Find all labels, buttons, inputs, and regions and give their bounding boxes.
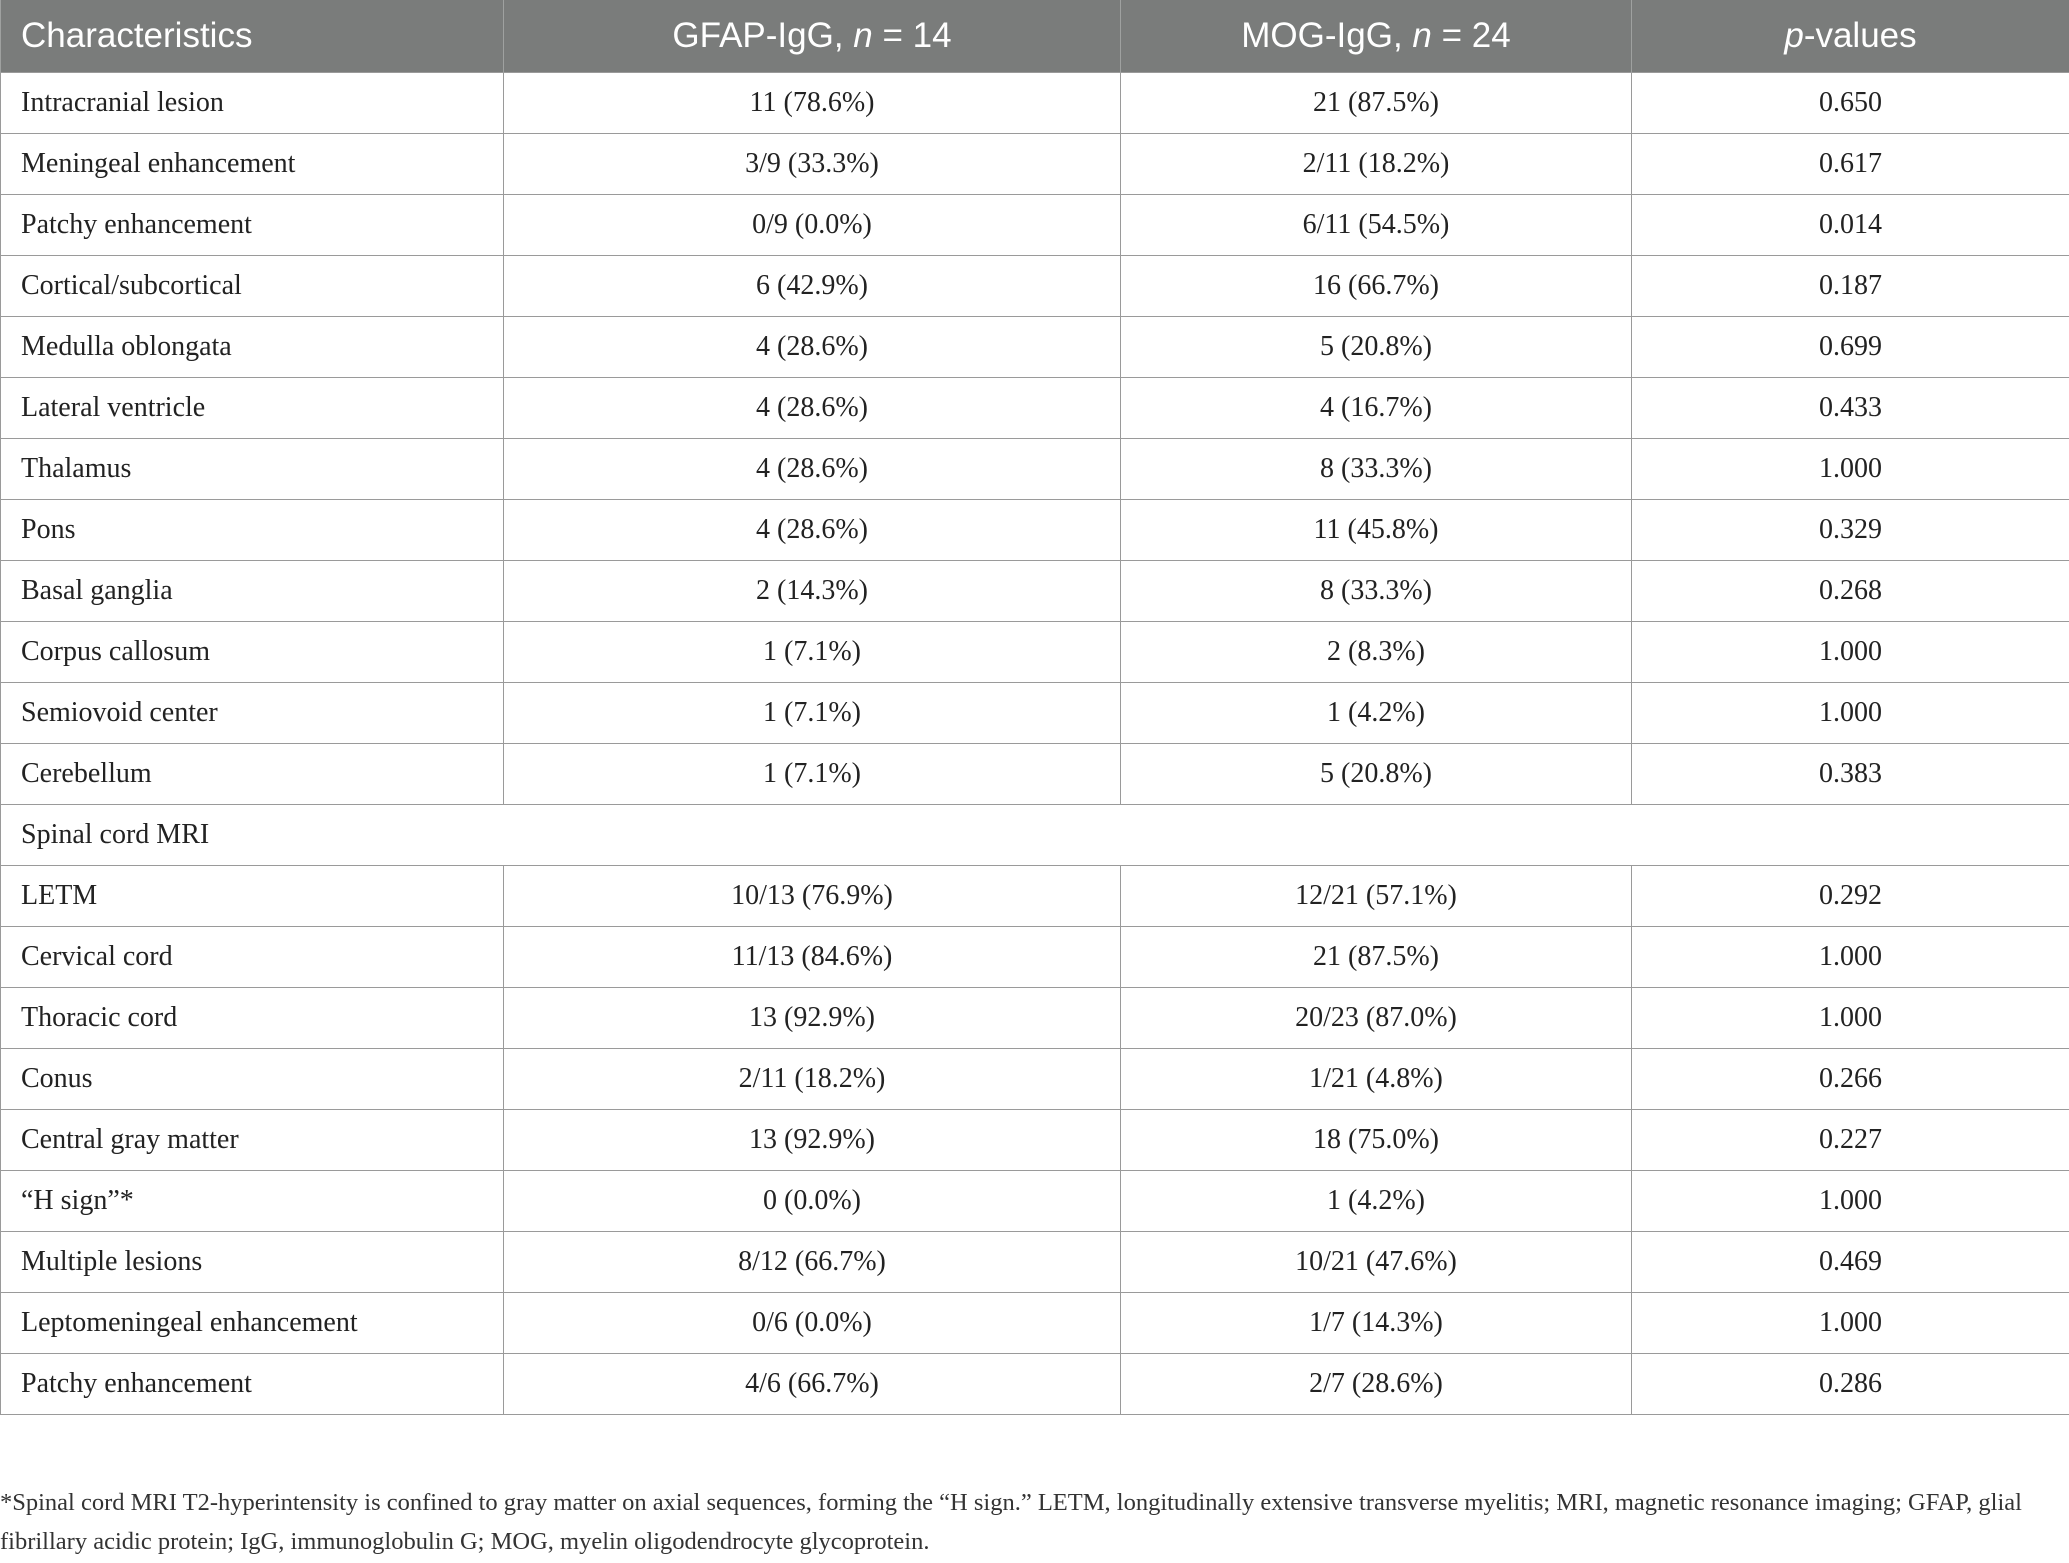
- cell-p-value: 0.014: [1632, 195, 2069, 256]
- cell-p-value: 1.000: [1632, 439, 2069, 500]
- table-row: [1, 378, 2069, 439]
- cell-p-value: 0.227: [1632, 1110, 2069, 1171]
- cell-characteristic: Corpus callosum: [1, 622, 504, 683]
- table-row: [1, 317, 2069, 378]
- cell-mog-igg: 20/23 (87.0%): [1121, 988, 1632, 1049]
- table-row: [1, 744, 2069, 805]
- table-body: [1, 73, 2069, 1415]
- cell-mog-igg: 1 (4.2%): [1121, 1171, 1632, 1232]
- cell-gfap-igg: 0 (0.0%): [504, 1171, 1121, 1232]
- table-row: [1, 73, 2069, 134]
- cell-characteristic: Semiovoid center: [1, 683, 504, 744]
- table-row: [1, 1354, 2069, 1415]
- table-row: [1, 1232, 2069, 1293]
- cell-p-value: 0.292: [1632, 866, 2069, 927]
- cell-gfap-igg: 11 (78.6%): [504, 73, 1121, 134]
- cell-characteristic: Central gray matter: [1, 1110, 504, 1171]
- cell-gfap-igg: 3/9 (33.3%): [504, 134, 1121, 195]
- table-footnote: *Spinal cord MRI T2-hyperintensity is confined to gray matter on axial sequences, forming the “H sign.” LETM, longitudinally extensive transverse myelitis; MRI, magnetic resonance imaging; GFAP, glial fibrillary acidic protein; IgG, immunoglobulin G; MOG, myelin oligodendrocyte glycoprotein.: [0, 1489, 2022, 1555]
- cell-gfap-igg: 4/6 (66.7%): [504, 1354, 1121, 1415]
- cell-gfap-igg: 6 (42.9%): [504, 256, 1121, 317]
- cell-characteristic: Basal ganglia: [1, 561, 504, 622]
- cell-characteristic: “H sign”*: [1, 1171, 504, 1232]
- cell-gfap-igg: 4 (28.6%): [504, 317, 1121, 378]
- cell-mog-igg: 5 (20.8%): [1121, 744, 1632, 805]
- cell-mog-igg: 6/11 (54.5%): [1121, 195, 1632, 256]
- cell-characteristic: Lateral ventricle: [1, 378, 504, 439]
- cell-gfap-igg: 0/6 (0.0%): [504, 1293, 1121, 1354]
- cell-characteristic: Cortical/subcortical: [1, 256, 504, 317]
- cell-gfap-igg: 2/11 (18.2%): [504, 1049, 1121, 1110]
- cell-p-value: 0.469: [1632, 1232, 2069, 1293]
- table-row: [1, 1049, 2069, 1110]
- cell-gfap-igg: 2 (14.3%): [504, 561, 1121, 622]
- cell-mog-igg: 2/11 (18.2%): [1121, 134, 1632, 195]
- cell-characteristic: Patchy enhancement: [1, 195, 504, 256]
- cell-characteristic: Leptomeningeal enhancement: [1, 1293, 504, 1354]
- cell-gfap-igg: 1 (7.1%): [504, 683, 1121, 744]
- header-p-values: p-values: [1632, 0, 2069, 73]
- cell-gfap-igg: 13 (92.9%): [504, 988, 1121, 1049]
- header-characteristics: Characteristics: [1, 0, 504, 73]
- table-row: [1, 134, 2069, 195]
- table-row: [1, 1293, 2069, 1354]
- table-row: [1, 683, 2069, 744]
- cell-mog-igg: 10/21 (47.6%): [1121, 1232, 1632, 1293]
- cell-p-value: 0.266: [1632, 1049, 2069, 1110]
- table-row: [1, 195, 2069, 256]
- cell-gfap-igg: 0/9 (0.0%): [504, 195, 1121, 256]
- cell-mog-igg: 16 (66.7%): [1121, 256, 1632, 317]
- cell-characteristic: Multiple lesions: [1, 1232, 504, 1293]
- cell-gfap-igg: 10/13 (76.9%): [504, 866, 1121, 927]
- cell-p-value: 0.617: [1632, 134, 2069, 195]
- cell-p-value: 0.286: [1632, 1354, 2069, 1415]
- header-gfap-igg: GFAP-IgG, n = 14: [504, 0, 1121, 73]
- cell-mog-igg: 1/7 (14.3%): [1121, 1293, 1632, 1354]
- cell-mog-igg: 8 (33.3%): [1121, 561, 1632, 622]
- table-row: [1, 439, 2069, 500]
- cell-characteristic: LETM: [1, 866, 504, 927]
- header-row: [1, 0, 2069, 73]
- cell-p-value: 0.268: [1632, 561, 2069, 622]
- cell-gfap-igg: 1 (7.1%): [504, 744, 1121, 805]
- table-header: [1, 0, 2069, 73]
- table-row: [1, 500, 2069, 561]
- table-row: [1, 1110, 2069, 1171]
- cell-characteristic: Thoracic cord: [1, 988, 504, 1049]
- cell-p-value: 1.000: [1632, 622, 2069, 683]
- table-section-row: [1, 805, 2069, 866]
- table-row: [1, 256, 2069, 317]
- cell-mog-igg: 8 (33.3%): [1121, 439, 1632, 500]
- cell-gfap-igg: 4 (28.6%): [504, 439, 1121, 500]
- cell-mog-igg: 18 (75.0%): [1121, 1110, 1632, 1171]
- cell-gfap-igg: 13 (92.9%): [504, 1110, 1121, 1171]
- cell-gfap-igg: 8/12 (66.7%): [504, 1232, 1121, 1293]
- cell-characteristic: Pons: [1, 500, 504, 561]
- cell-p-value: 1.000: [1632, 1171, 2069, 1232]
- cell-mog-igg: 11 (45.8%): [1121, 500, 1632, 561]
- cell-mog-igg: 12/21 (57.1%): [1121, 866, 1632, 927]
- cell-mog-igg: 4 (16.7%): [1121, 378, 1632, 439]
- header-mog-igg: MOG-IgG, n = 24: [1121, 0, 1632, 73]
- table-row: [1, 1171, 2069, 1232]
- cell-characteristic: Meningeal enhancement: [1, 134, 504, 195]
- table-row: [1, 927, 2069, 988]
- table-row: [1, 561, 2069, 622]
- cell-p-value: 0.699: [1632, 317, 2069, 378]
- cell-characteristic: Thalamus: [1, 439, 504, 500]
- cell-p-value: 0.650: [1632, 73, 2069, 134]
- cell-gfap-igg: 11/13 (84.6%): [504, 927, 1121, 988]
- cell-characteristic: Cervical cord: [1, 927, 504, 988]
- cell-p-value: 1.000: [1632, 1293, 2069, 1354]
- cell-p-value: 0.329: [1632, 500, 2069, 561]
- cell-mog-igg: 5 (20.8%): [1121, 317, 1632, 378]
- cell-mog-igg: 21 (87.5%): [1121, 927, 1632, 988]
- cell-mog-igg: 2/7 (28.6%): [1121, 1354, 1632, 1415]
- cell-mog-igg: 1/21 (4.8%): [1121, 1049, 1632, 1110]
- cell-mog-igg: 21 (87.5%): [1121, 73, 1632, 134]
- cell-p-value: 0.187: [1632, 256, 2069, 317]
- cell-gfap-igg: 1 (7.1%): [504, 622, 1121, 683]
- cell-p-value: 1.000: [1632, 927, 2069, 988]
- cell-characteristic: Cerebellum: [1, 744, 504, 805]
- cell-p-value: 1.000: [1632, 683, 2069, 744]
- table-row: [1, 988, 2069, 1049]
- table-row: [1, 866, 2069, 927]
- cell-gfap-igg: 4 (28.6%): [504, 378, 1121, 439]
- cell-characteristic: Patchy enhancement: [1, 1354, 504, 1415]
- cell-characteristic: Medulla oblongata: [1, 317, 504, 378]
- cell-mog-igg: 1 (4.2%): [1121, 683, 1632, 744]
- cell-characteristic: Conus: [1, 1049, 504, 1110]
- cell-p-value: 0.383: [1632, 744, 2069, 805]
- cell-p-value: 0.433: [1632, 378, 2069, 439]
- section-label: Spinal cord MRI: [1, 805, 2069, 866]
- cell-mog-igg: 2 (8.3%): [1121, 622, 1632, 683]
- cell-characteristic: Intracranial lesion: [1, 73, 504, 134]
- cell-gfap-igg: 4 (28.6%): [504, 500, 1121, 561]
- cell-p-value: 1.000: [1632, 988, 2069, 1049]
- table-row: [1, 622, 2069, 683]
